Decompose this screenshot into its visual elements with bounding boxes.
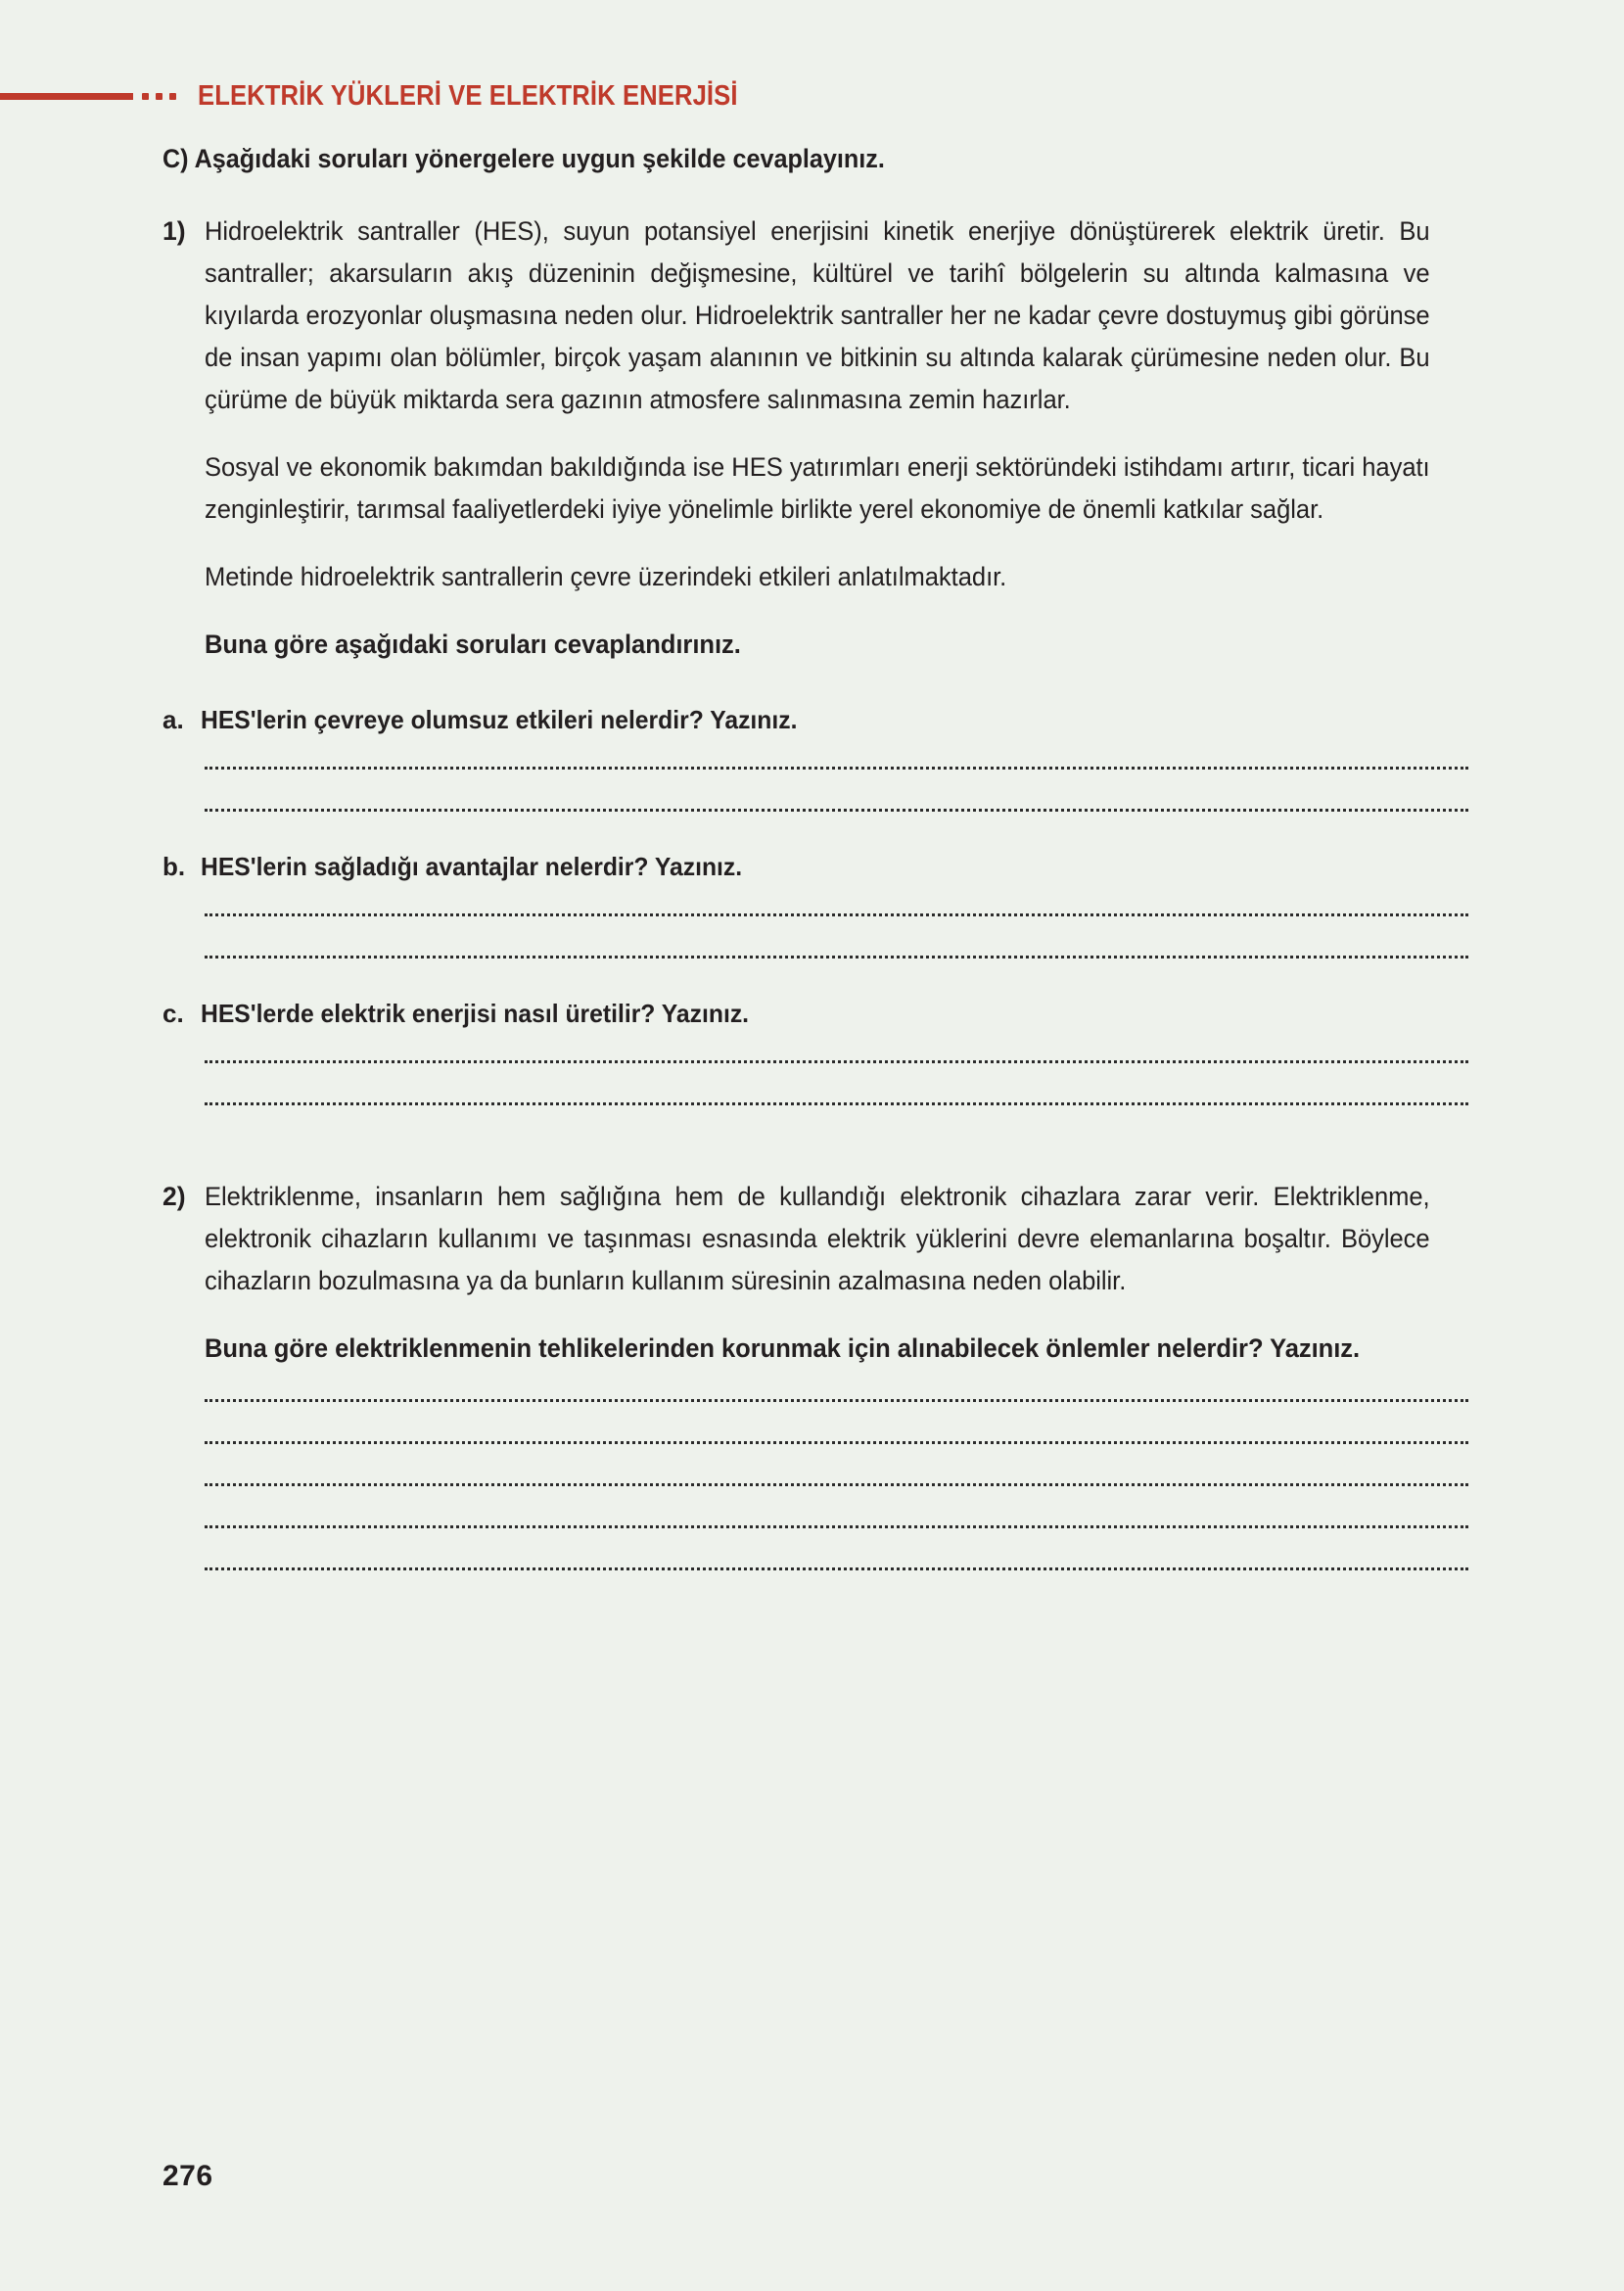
section-instruction: C) Aşağıdaki soruları yönergelere uygun şekilde cevaplayınız. bbox=[162, 144, 885, 173]
answer-lines-a[interactable] bbox=[205, 767, 1468, 812]
answer-lines-b[interactable] bbox=[205, 913, 1468, 958]
answer-line[interactable] bbox=[205, 809, 1468, 812]
sub-question-a-letter: a. bbox=[162, 705, 184, 735]
answer-line[interactable] bbox=[205, 1441, 1468, 1444]
question-1-body bbox=[205, 210, 1474, 665]
question-1-paragraph-1: Hidroelektrik santraller (HES), suyun potansiyel enerjisini kinetik enerjiye dönüştürerek elektrik üretir. Bu santraller; akarsuların akış düzeninin değişmesine, kültürel ve tarihî bölgelerin su altında kalmasına ve kıyılarda erozyonlar oluşmasına neden olur. Hidroelektrik santraller her ne kadar çevre dostuymuş gibi görünse de insan yapımı olan bölümler, birçok yaşam alanının ve bitkinin su altında kalarak çürümesine neden olur. Bu çürüme de büyük miktarda sera gazının atmosfere salınmasına zemin hazırlar. bbox=[205, 216, 1430, 414]
page-title: ELEKTRİK YÜKLERİ VE ELEKTRİK ENERJİSİ bbox=[198, 79, 738, 112]
sub-question-b bbox=[162, 851, 1474, 884]
page-number: 276 bbox=[162, 2160, 213, 2192]
running-head bbox=[0, 76, 1624, 116]
question-1-number: 1) bbox=[162, 216, 186, 247]
question-1-prompt: Buna göre aşağıdaki soruları cevaplandırınız. bbox=[205, 629, 741, 659]
answer-lines-c[interactable] bbox=[205, 1060, 1468, 1105]
answer-line[interactable] bbox=[205, 1399, 1468, 1402]
answer-line[interactable] bbox=[205, 1525, 1468, 1528]
page-content bbox=[0, 143, 1624, 1570]
header-dots-icon bbox=[142, 93, 176, 100]
sub-question-c-letter: c. bbox=[162, 999, 184, 1029]
question-2-body bbox=[205, 1176, 1474, 1370]
question-1-paragraph-3: Metinde hidroelektrik santrallerin çevre üzerindeki etkileri anlatılmaktadır. bbox=[205, 561, 1007, 591]
answer-line[interactable] bbox=[205, 956, 1468, 958]
answer-line[interactable] bbox=[205, 1060, 1468, 1063]
answer-lines-q2[interactable] bbox=[205, 1399, 1468, 1570]
sub-question-a bbox=[162, 704, 1474, 737]
question-2 bbox=[162, 1176, 1474, 1370]
answer-line[interactable] bbox=[205, 1567, 1468, 1570]
question-2-paragraph-1: Elektriklenme, insanların hem sağlığına hem de kullandığı elektronik cihazlara zarar verir. Elektriklenme, elektronik cihazların kullanımı ve taşınması esnasında elektrik yüklerini devre elemanlarına boşaltır. Böylece cihazların bozulmasına ya da bunların kullanım süresinin azalmasına neden olabilir. bbox=[205, 1181, 1430, 1295]
question-2-number: 2) bbox=[162, 1181, 186, 1211]
sub-question-b-letter: b. bbox=[162, 852, 186, 882]
answer-line[interactable] bbox=[205, 767, 1468, 770]
sub-question-b-text: HES'lerin sağladığı avantajlar nelerdir? Yazınız. bbox=[201, 852, 743, 882]
sub-question-c bbox=[162, 998, 1474, 1031]
header-rule-line bbox=[0, 93, 133, 100]
sub-question-c-text: HES'lerde elektrik enerjisi nasıl üretilir? Yazınız. bbox=[201, 999, 750, 1029]
answer-line[interactable] bbox=[205, 913, 1468, 916]
question-1 bbox=[162, 210, 1474, 665]
question-2-prompt: Buna göre elektriklenmenin tehlikelerinden korunmak için alınabilecek önlemler nelerdir? Yazınız. bbox=[205, 1333, 1361, 1363]
answer-line[interactable] bbox=[205, 1483, 1468, 1486]
answer-line[interactable] bbox=[205, 1102, 1468, 1105]
sub-question-a-text: HES'lerin çevreye olumsuz etkileri nelerdir? Yazınız. bbox=[201, 705, 798, 735]
question-1-paragraph-2: Sosyal ve ekonomik bakımdan bakıldığında ise HES yatırımları enerji sektöründeki istihdamı artırır, ticari hayatı zenginleştirir, tarımsal faaliyetlerdeki iyiye yönelimle birlikte yerel ekonomiye de önemli katkılar sağlar. bbox=[205, 451, 1430, 524]
